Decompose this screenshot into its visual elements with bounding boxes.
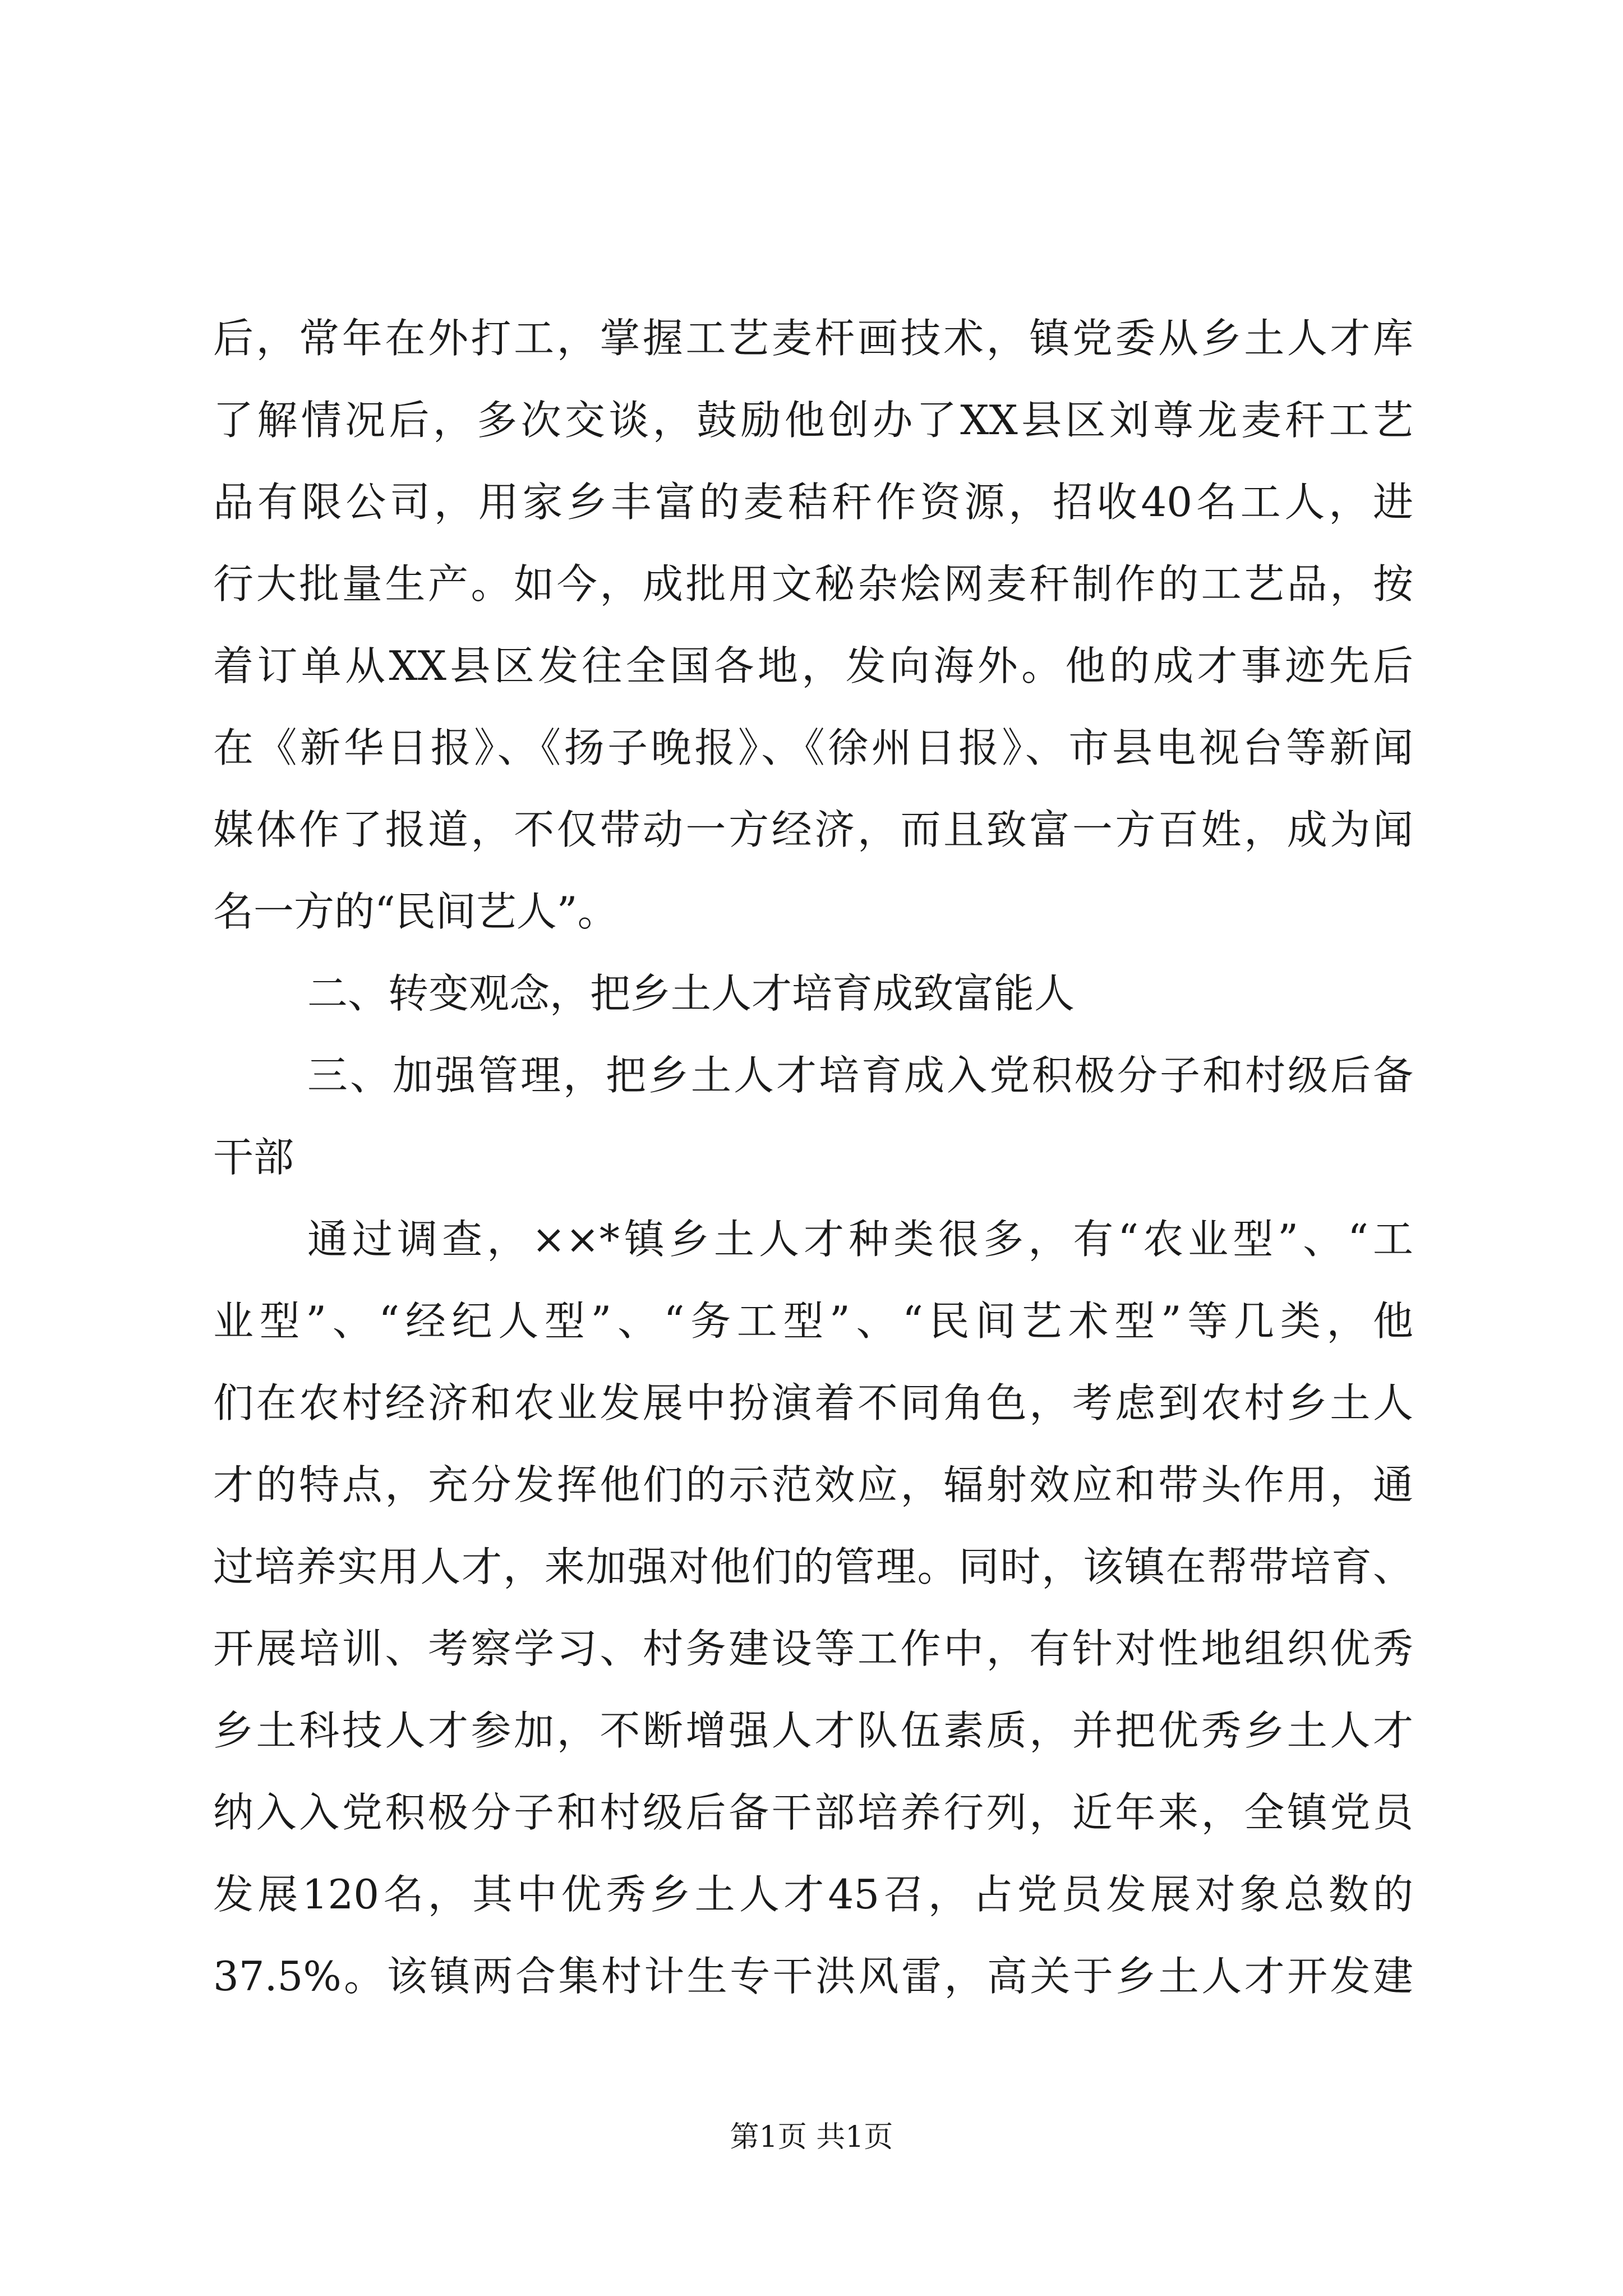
section-heading-3: 三、加强管理，把乡土人才培育成入党积极分子和村级后备 bbox=[307, 1052, 1413, 1099]
text-line: 37.5%。该镇两合集村计生专干洪风雷，高关于乡土人才开发建 bbox=[213, 1953, 1413, 2000]
text-line: 着订单从XX县区发往全国各地，发向海外。他的成才事迹先后 bbox=[213, 642, 1413, 689]
text-line: 通过调查，××*镇乡土人才种类很多，有“农业型”、“工 bbox=[307, 1216, 1413, 1263]
document-body bbox=[213, 297, 1413, 2017]
text-line: 乡土科技人才参加，不断增强人才队伍素质，并把优秀乡土人才 bbox=[213, 1707, 1413, 1754]
section-heading-2: 二、转变观念，把乡土人才培育成致富能人 bbox=[307, 970, 1075, 1017]
text-line: 发展120名，其中优秀乡土人才45召，占党员发展对象总数的 bbox=[213, 1871, 1413, 1918]
text-line: 开展培训、考察学习、村务建设等工作中，有针对性地组织优秀 bbox=[213, 1625, 1413, 1672]
page-number-label: 第1页 共1页 bbox=[730, 2120, 893, 2154]
text-line: 过培养实用人才，来加强对他们的管理。同时，该镇在帮带培育、 bbox=[213, 1543, 1413, 1590]
text-line: 才的特点，充分发挥他们的示范效应，辐射效应和带头作用，通 bbox=[213, 1461, 1413, 1508]
text-line: 们在农村经济和农业发展中扮演着不同角色，考虑到农村乡土人 bbox=[213, 1379, 1413, 1427]
page-footer bbox=[0, 2115, 1623, 2160]
section-heading-3-continued: 干部 bbox=[213, 1134, 294, 1181]
text-line: 业型”、“经纪人型”、“务工型”、“民间艺术型”等几类，他 bbox=[213, 1297, 1413, 1345]
text-line: 后，常年在外打工，掌握工艺麦杆画技术，镇党委从乡土人才库 bbox=[213, 315, 1413, 362]
text-line: 行大批量生产。如今，成批用文秘杂烩网麦秆制作的工艺品，按 bbox=[213, 560, 1413, 608]
text-line: 了解情况后，多次交谈，鼓励他创办了XX县区刘尊龙麦秆工艺 bbox=[213, 397, 1413, 444]
text-line: 在《新华日报》、《扬子晚报》、《徐州日报》、市县电视台等新闻 bbox=[213, 724, 1413, 771]
text-line: 品有限公司，用家乡丰富的麦秸秆作资源，招收40名工人，进 bbox=[213, 478, 1413, 526]
text-line: 纳入入党积极分子和村级后备干部培养行列，近年来，全镇党员 bbox=[213, 1789, 1413, 1836]
text-line: 媒体作了报道，不仅带动一方经济，而且致富一方百姓，成为闻 bbox=[213, 806, 1413, 853]
text-line: 名一方的“民间艺人”。 bbox=[213, 888, 618, 935]
